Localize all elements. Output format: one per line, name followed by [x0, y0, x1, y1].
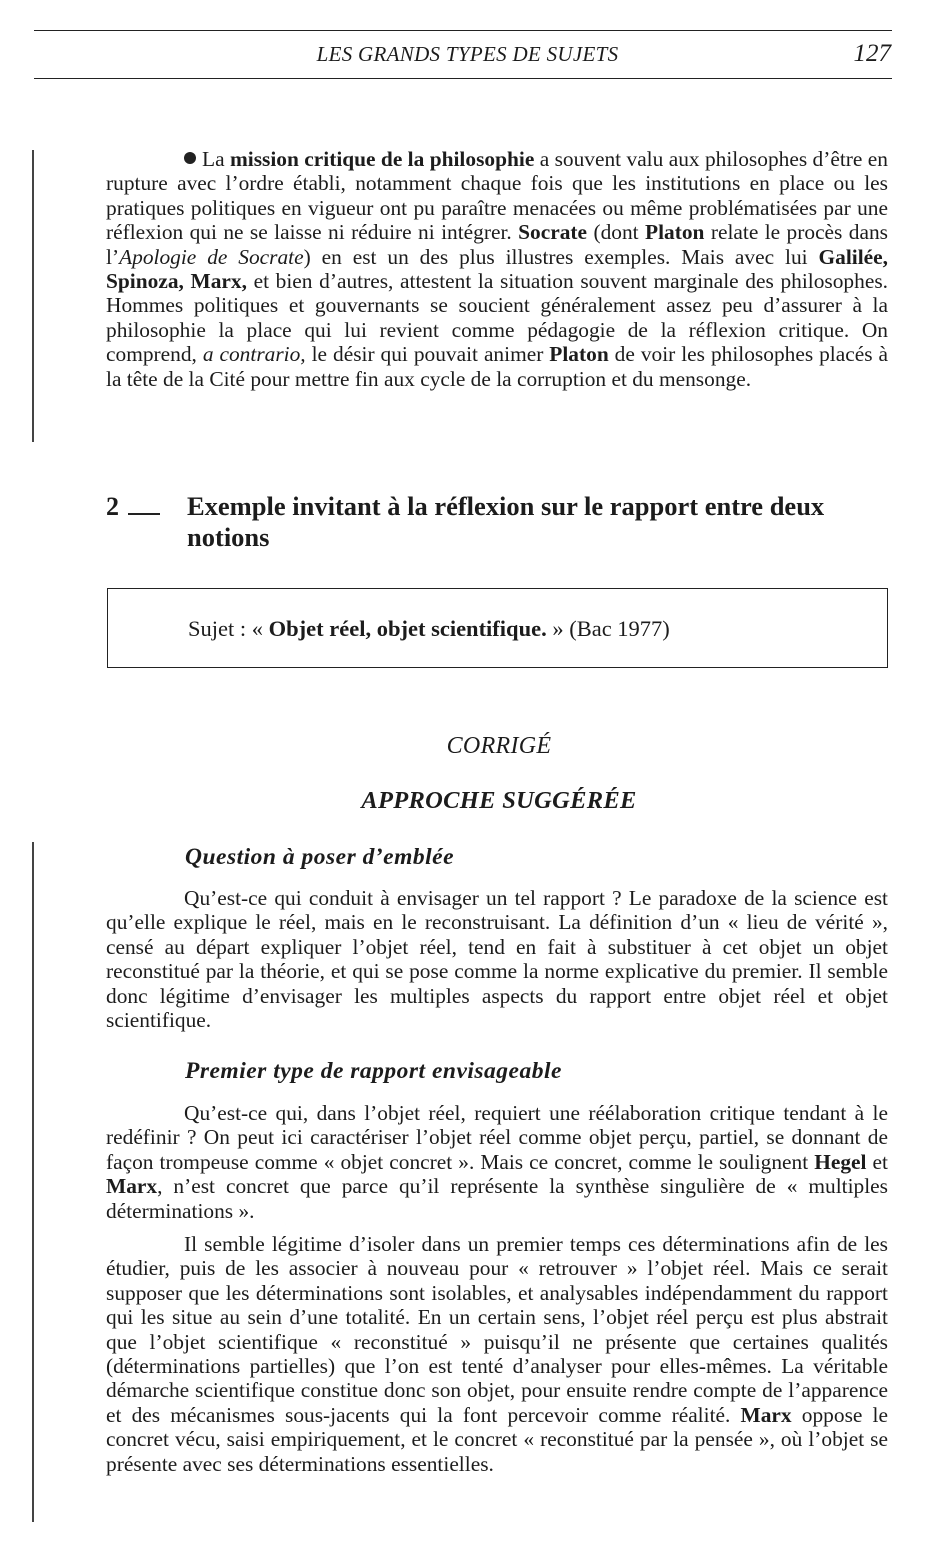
sujet-line: [188, 616, 670, 642]
approche-heading: APPROCHE SUGGÉRÉE: [361, 787, 637, 814]
text-run: (dont: [587, 220, 646, 245]
paragraph-mission-critique: [106, 147, 888, 391]
bold-run: Galilée, Spinoza, Marx,: [106, 244, 888, 294]
bold-run: Platon: [549, 342, 609, 367]
text-run: de voir les philosophes placés à la tête de la Cité pour mettre fin aux cycle de la corruption et du mensonge.: [106, 342, 888, 391]
text-run: oppose le concret vécu, saisi empiriquement, et le concret « reconstitué par la pensée », où l’objet se présente avec ses déterminations essentielles.: [106, 1402, 888, 1476]
text-run: ) en est un des plus illustres exemples. Mais avec lui: [303, 244, 819, 269]
bullet-icon: [184, 152, 196, 164]
paragraph-determinations: [106, 1232, 888, 1476]
page-number: 127: [853, 40, 891, 67]
text-run: Il semble légitime d’isoler dans un premier temps ces déterminations afin de les étudier, puis de les associer à nouveau pour « retrouver » l’objet réel. Mais ce serait supposer que les déterminations sont isolables, et analysables indépendamment du rapport qui les situe au sein d’une totalité. En un certain sens, l’objet réel perçu est plus abstrait que l’objet scientifique « reconstitué » puisqu’il ne présente que certaines qualités (déterminations partielles) que l’on est tenté d’analyser pour elles-mêmes. La véritable démarche scientifique constitue donc son objet, pour ensuite rendre compte de l’apparence et des mécanismes sous-jacents qui la font percevoir comme réalité.: [106, 1232, 888, 1427]
sujet-box: [107, 588, 888, 668]
running-title: LES GRANDS TYPES DE SUJETS: [316, 42, 619, 66]
text-run: et: [866, 1149, 888, 1174]
text-run: Qu’est-ce qui, dans l’objet réel, requiert une réélaboration critique tendant à le redéfinir ? On peut ici caractériser l’objet réel comme objet perçu, partiel, se donnant de façon trompeuse comme « objet concret ». Mais ce concret, comme le soulignent: [106, 1101, 888, 1174]
text-run: , n’est concret que parce qu’il représente la synthèse singulière de « multiples déterminations ».: [106, 1174, 888, 1223]
sujet-close-quote: »: [546, 616, 570, 641]
text-run: le désir qui pouvait animer: [305, 342, 550, 367]
sujet-label: Sujet : «: [188, 616, 269, 641]
text-run: et bien d’autres, attestent la situation souvent marginale des philosophes. Hommes politiques et gouvernants se soucient généralement assez peu d’assurer à la philosophie la place qui lui revient comme pédagogie de la réflexion critique. On comprend,: [106, 269, 888, 367]
italic-run: a contrario,: [202, 342, 306, 367]
question-heading: Question à poser d’emblée: [185, 844, 455, 870]
text-run: relate le procès dans l’: [106, 220, 888, 269]
bold-run: Platon: [645, 220, 705, 245]
margin-bar: [32, 842, 34, 1522]
sujet-title: Objet réel, objet scientifique.: [268, 616, 547, 641]
italic-run: Apologie de Socrate: [119, 244, 304, 269]
section-title: Exemple invitant à la réflexion sur le rapport entre deux notions: [187, 491, 825, 552]
section-number: 2: [106, 492, 119, 521]
paragraph-question: Qu’est-ce qui conduit à envisager un tel rapport ? Le paradoxe de la science est qu’elle explique le réel, mais en le reconstruisant. La définition d’un « lieu de vérité », censé au départ expliquer l’objet réel, tend en fait à substituer à cet objet un objet reconstitué par la théorie, et qui se pose comme la norme explicative du premier. Il semble donc légitime d’envisager les multiples aspects du rapport entre objet réel et objet scientifique.: [106, 886, 888, 1033]
text-run: a souvent valu aux philosophes d’être en rupture avec l’ordre établi, notamment chaque fois que les institutions en place ou les pratiques politiques en vigueur ont pu paraître menacées ou même problématisées par une réflexion qui ne se laisse ni réduire ni intégrer.: [106, 147, 888, 245]
header-bottom-rule: [34, 78, 892, 79]
corrige-heading: CORRIGÉ: [446, 733, 552, 759]
text-run: La: [202, 147, 230, 171]
header-top-rule: [34, 30, 892, 31]
bold-run: Marx: [740, 1402, 792, 1427]
margin-bar: [32, 150, 34, 442]
paragraph-premier-rapport: [106, 1101, 888, 1223]
premier-rapport-heading: Premier type de rapport envisageable: [185, 1058, 562, 1084]
bold-run: mission critique de la philosophie: [229, 147, 535, 171]
sujet-source: (Bac 1977): [569, 616, 670, 641]
bold-run: Hegel: [814, 1149, 867, 1174]
section-dash: [128, 513, 160, 515]
bold-run: Socrate: [518, 220, 588, 245]
bold-run: Marx: [106, 1174, 158, 1199]
